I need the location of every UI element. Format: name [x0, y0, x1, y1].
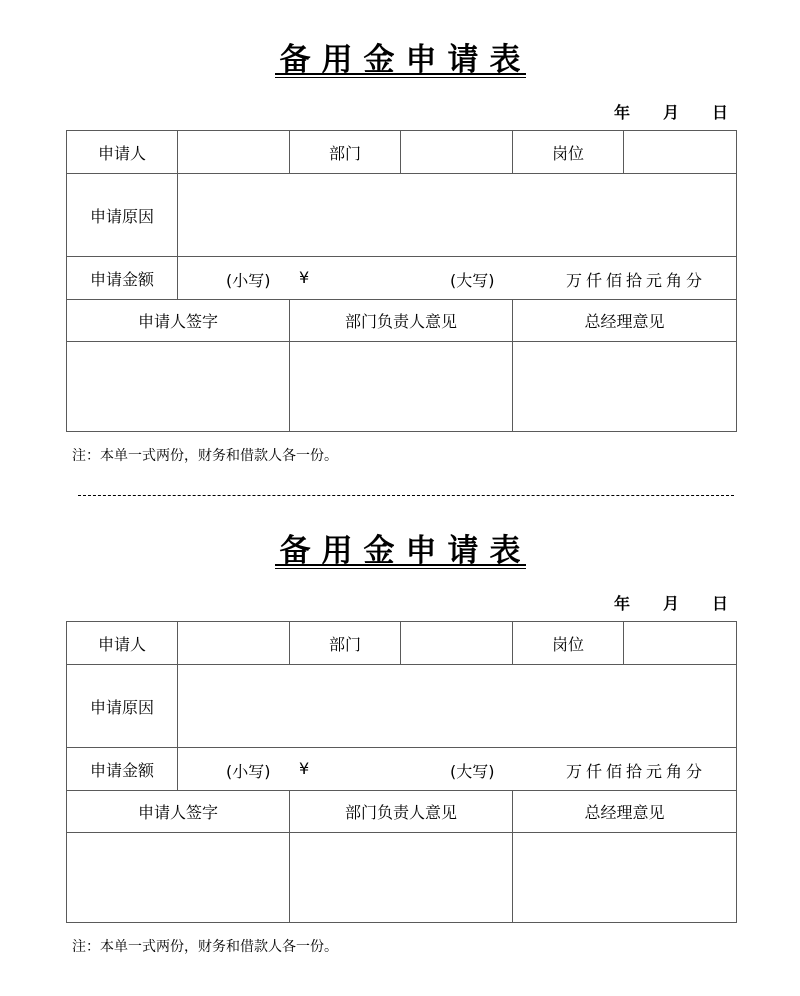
department-field[interactable]	[401, 622, 513, 665]
applicant-signature-label: 申请人签字	[67, 300, 290, 342]
form-note: 注：本单一式两份，财务和借款人各一份。	[72, 939, 338, 955]
gm-opinion-label: 总经理意见	[513, 791, 737, 833]
date-row	[600, 100, 740, 122]
big-amount-label: (大写)	[450, 271, 495, 290]
applicant-label: 申请人	[67, 131, 178, 174]
date-month-label: 月	[663, 594, 680, 613]
reason-field[interactable]	[178, 665, 737, 748]
applicant-field[interactable]	[178, 131, 290, 174]
reason-label: 申请原因	[67, 665, 178, 748]
gm-opinion-field[interactable]	[513, 342, 737, 432]
form-table	[66, 130, 737, 432]
date-year-label: 年	[614, 103, 631, 122]
small-amount-label: (小写)	[226, 271, 271, 290]
applicant-signature-field[interactable]	[67, 833, 290, 923]
date-row	[600, 591, 740, 613]
amount-label: 申请金额	[67, 257, 178, 300]
applicant-signature-label: 申请人签字	[67, 791, 290, 833]
position-label: 岗位	[513, 622, 624, 665]
cut-line-divider	[78, 495, 734, 496]
department-label: 部门	[290, 131, 401, 174]
form-table	[66, 621, 737, 923]
department-field[interactable]	[401, 131, 513, 174]
date-day-label: 日	[712, 594, 729, 613]
dept-head-opinion-label: 部门负责人意见	[290, 791, 513, 833]
yen-sign: ¥	[299, 268, 310, 287]
date-month-label: 月	[663, 103, 680, 122]
amount-label: 申请金额	[67, 748, 178, 791]
reason-field[interactable]	[178, 174, 737, 257]
department-label: 部门	[290, 622, 401, 665]
form-note: 注：本单一式两份，财务和借款人各一份。	[72, 448, 338, 464]
title-underline	[275, 73, 526, 78]
amount-units: 万仟佰拾元角分	[566, 762, 707, 781]
amount-field[interactable]	[178, 748, 737, 791]
date-day-label: 日	[712, 103, 729, 122]
reason-label: 申请原因	[67, 174, 178, 257]
position-field[interactable]	[624, 622, 737, 665]
title-underline	[275, 564, 526, 569]
form-title: 备用金申请表	[279, 533, 532, 569]
dept-head-opinion-field[interactable]	[290, 833, 513, 923]
big-amount-label: (大写)	[450, 762, 495, 781]
small-amount-label: (小写)	[226, 762, 271, 781]
applicant-signature-field[interactable]	[67, 342, 290, 432]
amount-field[interactable]	[178, 257, 737, 300]
applicant-label: 申请人	[67, 622, 178, 665]
amount-units: 万仟佰拾元角分	[566, 271, 707, 290]
gm-opinion-field[interactable]	[513, 833, 737, 923]
form-title: 备用金申请表	[279, 42, 532, 78]
yen-sign: ¥	[299, 759, 310, 778]
position-field[interactable]	[624, 131, 737, 174]
dept-head-opinion-field[interactable]	[290, 342, 513, 432]
date-year-label: 年	[614, 594, 631, 613]
dept-head-opinion-label: 部门负责人意见	[290, 300, 513, 342]
position-label: 岗位	[513, 131, 624, 174]
gm-opinion-label: 总经理意见	[513, 300, 737, 342]
applicant-field[interactable]	[178, 622, 290, 665]
